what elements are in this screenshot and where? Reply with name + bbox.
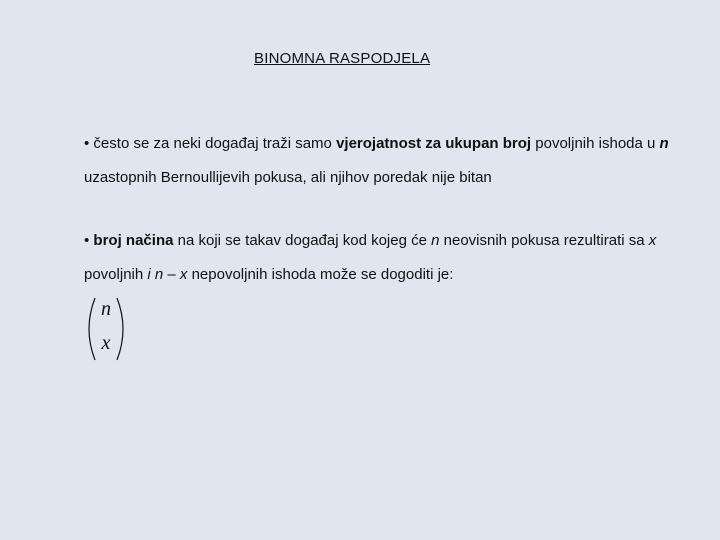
bullet-paragraph-1 — [84, 127, 684, 195]
text-run: povoljnih ishoda u — [531, 135, 660, 152]
binomial-bottom: x — [101, 332, 111, 354]
bold-text: broj načina — [89, 232, 174, 249]
variable-n: n — [659, 135, 669, 152]
variable-x: x — [179, 266, 188, 283]
variable-n: n — [431, 232, 440, 249]
variable-x: x — [648, 232, 657, 249]
variable-i-n: i n — [147, 266, 164, 283]
bullet-marker: • — [84, 232, 90, 249]
text-run: na koji se takav događaj kod kojeg će — [173, 232, 432, 249]
binomial-top: n — [101, 298, 111, 320]
bullet-paragraph-2 — [84, 224, 684, 292]
text-run: neovisnih pokusa rezultirati sa — [439, 232, 649, 249]
text-run: uzastopnih Bernoullijevih pokusa, ali njihov poredak nije bitan — [84, 169, 492, 186]
binomial-coefficient — [86, 296, 126, 362]
slide-title: BINOMNA RASPODJELA — [254, 50, 431, 67]
text-run: često se za neki događaj traži samo — [89, 135, 337, 152]
text-run: nepovoljnih ishoda može se dogoditi je: — [187, 266, 454, 283]
bullet-marker: • — [84, 135, 90, 152]
text-run: povoljnih — [84, 266, 148, 283]
text-run: – — [163, 266, 180, 283]
bold-text: vjerojatnost za ukupan broj — [336, 135, 532, 152]
